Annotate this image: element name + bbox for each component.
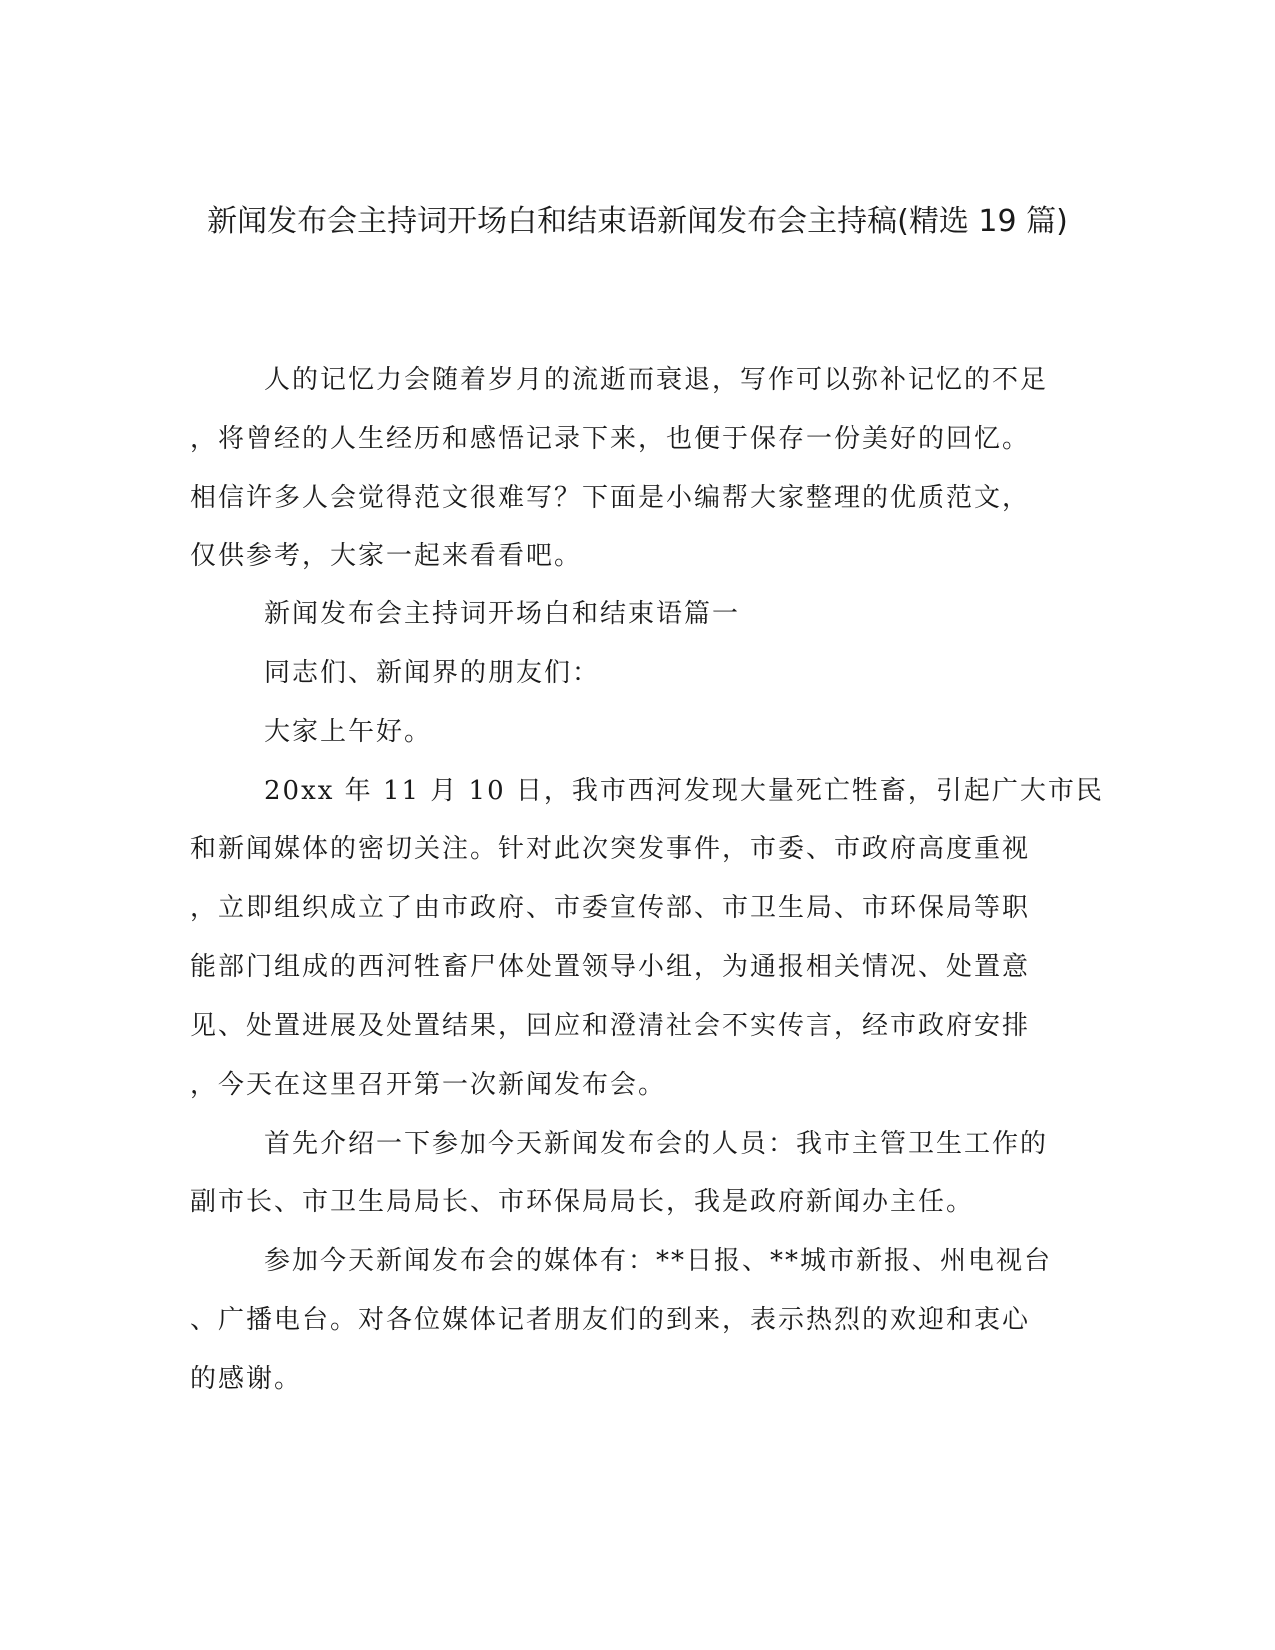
document-title: 新闻发布会主持词开场白和结束语新闻发布会主持稿(精选 19 篇)	[207, 204, 1068, 239]
body-text-line: 仅供参考，大家一起来看看吧。	[190, 541, 583, 571]
body-text-line: 能部门组成的西河牲畜尸体处置领导小组，为通报相关情况、处置意	[190, 952, 1031, 982]
greeting-line: 大家上午好。	[264, 717, 433, 747]
body-text-line: 的感谢。	[190, 1364, 303, 1394]
body-text-line: 副市长、市卫生局局长、市环保局局长，我是政府新闻办主任。	[190, 1187, 975, 1217]
body-text-line: 20xx 年 11 月 10 日，我市西河发现大量死亡牲畜，引起广大市民	[264, 776, 1104, 806]
body-text-line: 人的记忆力会随着岁月的流逝而衰退，写作可以弥补记忆的不足	[264, 365, 1049, 395]
greeting-line: 同志们、新闻界的朋友们：	[264, 658, 601, 688]
body-text-line: ，立即组织成立了由市政府、市委宣传部、市卫生局、市环保局等职	[190, 893, 1031, 923]
body-text-line: 参加今天新闻发布会的媒体有：**日报、**城市新报、州电视台	[264, 1246, 1053, 1276]
body-text-line: 和新闻媒体的密切关注。针对此次突发事件，市委、市政府高度重视	[190, 834, 1031, 864]
section-heading: 新闻发布会主持词开场白和结束语篇一	[264, 599, 741, 629]
body-text-line: 见、处置进展及处置结果，回应和澄清社会不实传言，经市政府安排	[190, 1011, 1031, 1041]
body-text-line: 相信许多人会觉得范文很难写？下面是小编帮大家整理的优质范文，	[190, 483, 1031, 513]
body-text-line: 、广播电台。对各位媒体记者朋友们的到来，表示热烈的欢迎和衷心	[190, 1305, 1031, 1335]
body-text-line: 首先介绍一下参加今天新闻发布会的人员：我市主管卫生工作的	[264, 1129, 1049, 1159]
body-text-line: ，将曾经的人生经历和感悟记录下来，也便于保存一份美好的回忆。	[190, 424, 1031, 454]
body-text-line: ，今天在这里召开第一次新闻发布会。	[190, 1070, 667, 1100]
